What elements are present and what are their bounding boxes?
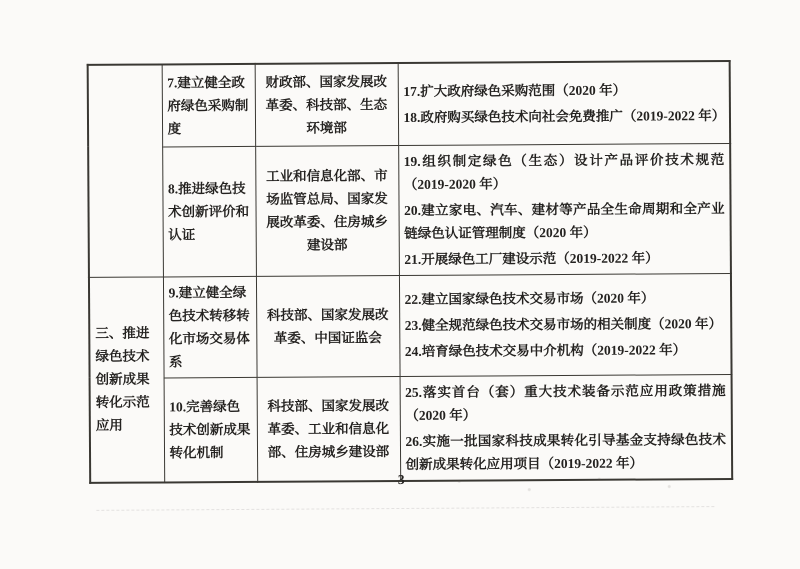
measure-item: 24.培育绿色技术交易中介机构（2019-2022 年） bbox=[404, 342, 687, 359]
policy-task-table bbox=[87, 60, 734, 483]
section-cell-empty bbox=[88, 64, 163, 276]
measures-cell bbox=[398, 143, 731, 275]
scan-noise-line bbox=[96, 506, 714, 511]
measure-item: 23.健全规范绿色技术交易市场的相关制度（2020 年） bbox=[404, 316, 723, 333]
departments-cell: 工业和信息化部、市场监管总局、国家发展改革委、住房城乡建设部 bbox=[255, 145, 399, 276]
measure-item: 19.组织制定绿色（生态）设计产品评价技术规范（2019-2020 年） bbox=[403, 151, 725, 192]
section-cell-label: 三、推进绿色技术创新成果转化示范应用 bbox=[89, 276, 164, 482]
task-cell: 7.建立健全政府绿色采购制度 bbox=[162, 64, 255, 147]
measure-item: 17.扩大政府绿色采购范围（2020 年） bbox=[403, 82, 627, 99]
task-cell: 10.完善绿色技术创新成果转化机制 bbox=[164, 377, 258, 482]
measures-cell bbox=[399, 273, 732, 376]
measures-cell bbox=[398, 61, 730, 145]
measure-item: 26.实施一批国家科技成果转化引导基金支持绿色技术创新成果转化应用项目（2019-2022 年） bbox=[405, 431, 726, 472]
table-row-task-10 bbox=[90, 374, 733, 482]
scan-noise-specks bbox=[431, 473, 711, 497]
task-cell: 9.建立健全绿色技术转移转化市场交易体系 bbox=[163, 276, 257, 378]
page-number: 3 bbox=[397, 471, 405, 488]
measure-item: 18.政府购买绿色技术向社会免费推广（2019-2022 年） bbox=[403, 107, 726, 125]
measure-item: 25.落实首台（套）重大技术装备示范应用政策措施（2020 年） bbox=[405, 382, 726, 423]
task-cell: 8.推进绿色技术创新评价和认证 bbox=[162, 146, 256, 277]
departments-cell: 科技部、国家发展改革委、工业和信息化部、住房城乡建设部 bbox=[257, 376, 401, 481]
measure-item: 21.开展绿色工厂建设示范（2019-2022 年） bbox=[404, 249, 659, 267]
table-row-task-7 bbox=[88, 61, 730, 147]
measures-cell bbox=[400, 374, 733, 481]
table-row-task-8 bbox=[88, 143, 731, 277]
departments-cell: 科技部、国家发展改革委、中国证监会 bbox=[256, 275, 400, 377]
table-row-task-9 bbox=[89, 273, 732, 378]
measure-item: 22.建立国家绿色技术交易市场（2020 年） bbox=[404, 290, 655, 307]
measure-item: 20.建立家电、汽车、建材等产品全生命周期和全产业链绿色认证管理制度（2020 年） bbox=[403, 200, 725, 241]
departments-cell: 财政部、国家发展改革委、科技部、生态环境部 bbox=[255, 63, 398, 146]
